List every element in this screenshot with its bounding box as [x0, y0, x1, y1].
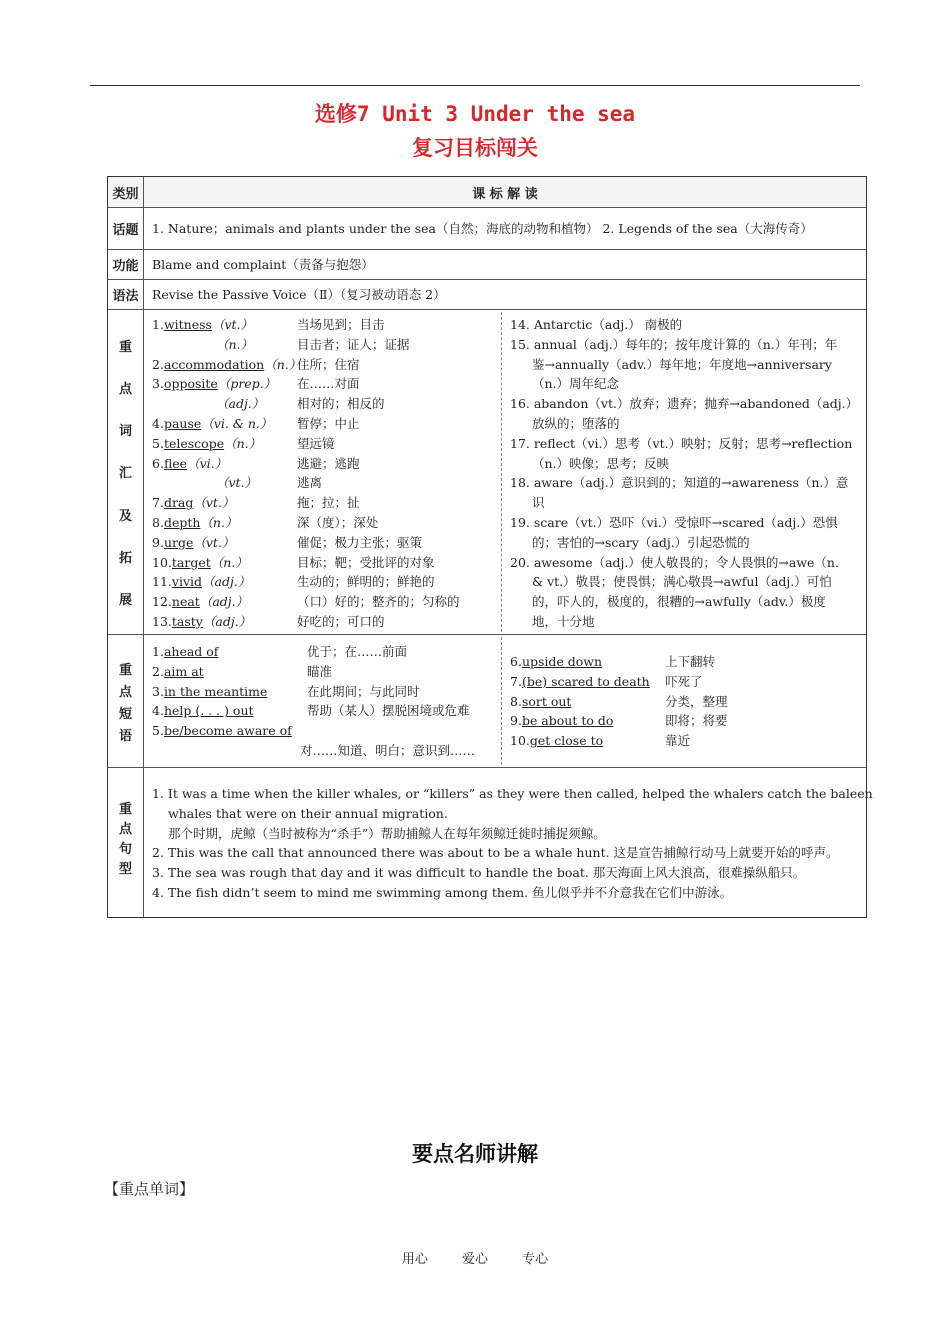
topic-category: 话题 — [108, 208, 144, 249]
vocab-meaning: 目击者；证人；证据 — [297, 336, 410, 352]
phrase-number: 9. — [510, 713, 522, 729]
vocab-category: 重 点 词 汇 及 拓 展 — [108, 310, 144, 634]
vocab-number: 5. — [152, 435, 164, 451]
vocab-term: neat — [171, 594, 200, 610]
section-tag: 【重点单词】 — [104, 1180, 195, 1198]
vocab-meaning: （口）好的；整齐的；匀称的 — [297, 594, 460, 610]
sentences-category: 重 点 句 型 — [108, 768, 144, 917]
topic-text: 1. Nature；animals and plants under the sea（自然；海底的动物和植物） 2. Legends of the sea（大海传奇） — [152, 221, 813, 236]
phrase-text — [510, 652, 602, 672]
grammar-category: 语法 — [108, 280, 144, 309]
grammar-row — [108, 280, 866, 310]
vocab-term: witness — [163, 317, 212, 332]
vocab-item — [152, 493, 492, 513]
phrase-meaning: 上下翻转 — [665, 654, 716, 669]
vocab-number: 1. — [152, 317, 164, 332]
section-title: 要点名师讲解 — [412, 1142, 538, 1166]
vocab-meaning: 逃离 — [297, 475, 323, 491]
vocab-pos: （vt.） — [193, 534, 235, 550]
vocab-meaning: 好吃的；可口的 — [297, 613, 385, 629]
phrase-number: 2. — [152, 663, 164, 679]
column-divider — [501, 312, 502, 632]
phrase-term: aim at — [163, 663, 204, 679]
phrase-text — [152, 701, 254, 721]
phrase-meaning: 即将；将要 — [665, 713, 728, 729]
vocab-item — [152, 513, 492, 533]
vocab-word — [152, 493, 234, 513]
vocab-item — [152, 533, 492, 553]
vocab-meaning: 相对的；相反的 — [297, 396, 385, 412]
vocab-meaning: 住所；住宿 — [297, 356, 360, 372]
topic-row — [108, 208, 866, 250]
phrase-number: 1. — [152, 644, 164, 659]
phrase-number: 4. — [152, 703, 164, 719]
vocab-item: 18. aware（adj.）意识到的；知道的→awareness（n.）意 — [510, 475, 849, 491]
table-header-row — [108, 177, 866, 208]
phrase-term: help (. . . ) out — [163, 703, 254, 719]
vocab-item: 鉴→annually（adv.）每年地；年度地→anniversary — [532, 356, 832, 372]
vocab-pos: （adj.） — [199, 594, 249, 610]
vocab-word — [152, 473, 257, 493]
vocab-item — [152, 355, 492, 375]
vocab-term: pause — [163, 415, 202, 431]
sentence-list — [152, 784, 873, 903]
phrase-number: 5. — [152, 723, 164, 739]
vocab-pos: （adj.） — [216, 396, 265, 412]
phrase-term: sort out — [521, 693, 572, 709]
vocab-item: 20. awesome（adj.）使人敬畏的；令人畏惧的→awe（n. — [510, 554, 839, 570]
vocab-meaning: 暂停；中止 — [297, 415, 360, 431]
vocab-term: opposite — [163, 376, 218, 392]
vocab-pos: （vi. & n.） — [201, 415, 273, 431]
phrase-item — [152, 721, 492, 741]
vocab-item — [152, 592, 492, 612]
vocab-meaning: 逃避；逃跑 — [297, 455, 360, 471]
phrase-text — [152, 721, 292, 741]
vocab-item — [152, 394, 492, 414]
sentence-line: 那个时期，虎鲸（当时被称为“杀手”）帮助捕鲸人在每年须鲸迁徙时捕捉须鲸。 — [168, 825, 606, 841]
vocab-meaning: 拖；拉；扯 — [297, 495, 360, 511]
vocab-item: 放纵的；堕落的 — [532, 415, 620, 431]
vocab-pos: （n.） — [224, 435, 262, 451]
vocab-number: 11. — [152, 574, 172, 590]
vocab-pos: （vt.） — [211, 317, 253, 332]
phrase-term: (be) scared to death — [521, 673, 650, 689]
phrase-term: upside down — [521, 654, 603, 669]
phrase-item — [152, 662, 492, 682]
phrase-term: be about to do — [521, 713, 614, 729]
vocab-word — [152, 513, 237, 533]
vocab-item: （n.）映像；思考；反映 — [532, 455, 670, 471]
vocab-meaning: 目标；靶；受批评的对象 — [297, 554, 435, 570]
phrase-meaning: 分类，整理 — [665, 693, 728, 709]
vocab-term: vivid — [171, 574, 203, 590]
vocab-number: 13. — [152, 613, 172, 629]
vocab-term: depth — [163, 514, 201, 530]
vocab-pos: （adj.） — [202, 613, 252, 629]
phrase-number: 3. — [152, 683, 164, 699]
vocab-meaning: 当场见到；目击 — [297, 317, 385, 332]
vocab-item: 15. annual（adj.）每年的；按年度计算的（n.）年刊；年 — [510, 336, 838, 352]
vocab-item — [152, 454, 492, 474]
vocab-number: 7. — [152, 495, 164, 511]
review-table — [107, 176, 873, 918]
vocab-meaning: 在……对面 — [297, 376, 360, 392]
page-subtitle: 复习目标闯关 — [412, 136, 538, 160]
vocab-term: urge — [163, 534, 194, 550]
sentence-line: whales that were on their annual migration. — [168, 805, 448, 821]
vocab-item: （n.）周年纪念 — [532, 376, 620, 392]
vocab-number: 8. — [152, 514, 164, 530]
vocab-right-list — [510, 315, 858, 632]
vocab-word — [152, 374, 276, 394]
vocab-item: 19. scare（vt.）恐吓（vi.）受惊吓→scared（adj.）恐惧 — [510, 514, 838, 530]
phrases-row — [108, 635, 866, 768]
vocab-pos: （vt.） — [193, 495, 235, 511]
vocab-term: accommodation — [163, 356, 265, 372]
vocab-pos: （adj.） — [202, 574, 251, 590]
vocab-item: 的，吓人的，极度的，很糟的→awfully（adv.）极度 — [532, 594, 826, 610]
phrase-item — [152, 701, 492, 721]
phrase-text — [510, 692, 571, 712]
vocab-word — [152, 394, 264, 414]
vocab-term: flee — [163, 455, 188, 471]
phrase-text — [510, 672, 650, 692]
vocab-item — [152, 414, 492, 434]
vocab-pos: （n.） — [210, 554, 248, 570]
phrase-item — [152, 682, 492, 702]
vocab-number: 9. — [152, 534, 164, 550]
phrase-item — [152, 642, 492, 662]
vocab-term: telescope — [163, 435, 225, 451]
phrase-text — [152, 662, 204, 682]
phrase-term: in the meantime — [163, 683, 268, 699]
vocab-word — [152, 612, 251, 632]
sentence-line: 1. It was a time when the killer whales, or “killers” as they were then called, helped the whalers catch the baleen — [152, 786, 873, 801]
column-divider — [501, 637, 502, 765]
vocab-item: 14. Antarctic（adj.） 南极的 — [510, 317, 683, 332]
vocab-meaning: 生动的；鲜明的；鲜艳的 — [297, 574, 435, 590]
phrase-term: get close to — [529, 733, 604, 749]
vocab-pos: （n.） — [264, 356, 302, 372]
phrase-meaning: 瞄准 — [307, 663, 333, 679]
vocab-pos: （vt.） — [216, 475, 258, 491]
vocab-number: 4. — [152, 415, 164, 431]
phrase-term: ahead of — [163, 644, 219, 659]
vocab-number: 3. — [152, 376, 164, 392]
phrase-item — [152, 741, 492, 761]
sentence-line: 2. This was the call that announced there was about to be a whale hunt. 这是宣告捕鲸行动马上就要开始的呼声。 — [152, 845, 839, 861]
vocab-word — [152, 434, 261, 454]
vocab-meaning: 催促；极力主张；驱策 — [297, 534, 423, 550]
phrase-text — [152, 682, 267, 702]
phrases-left-list — [152, 642, 492, 761]
vocab-number: 12. — [152, 594, 172, 610]
phrase-number: 10. — [510, 733, 530, 749]
vocab-item — [152, 473, 492, 493]
phrase-meaning: 对……知道、明白；意识到…… — [300, 742, 476, 758]
vocab-word — [152, 355, 301, 375]
vocab-word — [152, 315, 253, 335]
phrase-meaning: 靠近 — [665, 733, 691, 749]
vocab-item: 17. reflect（vi.）思考（vt.）映射；反射；思考→reflection — [510, 435, 853, 451]
vocab-term: tasty — [171, 613, 203, 629]
vocab-pos: （n.） — [216, 336, 254, 352]
grammar-text: Revise the Passive Voice（Ⅱ）（复习被动语态 2） — [152, 287, 446, 302]
phrase-number: 8. — [510, 693, 522, 709]
vocab-term: target — [171, 554, 211, 570]
function-category: 功能 — [108, 250, 144, 279]
vocab-meaning: 深（度）；深处 — [297, 514, 379, 530]
phrase-meaning: 在此期间；与此同时 — [307, 683, 420, 699]
phrase-number: 6. — [510, 654, 522, 669]
vocab-item — [152, 553, 492, 573]
vocab-number: 2. — [152, 356, 164, 372]
phrase-term: be/become aware of — [163, 723, 292, 739]
vocab-term: drag — [163, 495, 194, 511]
sentence-line: 4. The fish didn’t seem to mind me swimming among them. 鱼儿似乎并不介意我在它们中游泳。 — [152, 884, 733, 900]
phrase-text — [510, 731, 603, 751]
function-row — [108, 250, 866, 280]
vocab-word — [152, 414, 272, 434]
vocab-word — [152, 572, 250, 592]
sentences-row — [108, 768, 873, 917]
vocab-item: 16. abandon（vt.）放弃；遗弃；抛弃→abandoned（adj.） — [510, 396, 859, 412]
header-content: 课 标 解 读 — [472, 186, 538, 202]
phrase-text — [152, 642, 218, 662]
vocab-pos: （n.） — [200, 514, 238, 530]
vocab-item: 识 — [532, 495, 545, 511]
header-category: 类别 — [108, 177, 144, 207]
vocab-word — [152, 533, 234, 553]
phrase-number: 7. — [510, 673, 522, 689]
phrase-text — [510, 711, 613, 731]
top-rule — [90, 85, 860, 86]
page-footer: 用心 爱心 专心 — [401, 1252, 549, 1267]
sentence-line: 3. The sea was rough that day and it was difficult to handle the boat. 那天海面上风大浪高，很难操纵船只。 — [152, 865, 806, 881]
phrase-meaning: 帮助（某人）摆脱困境或危难 — [307, 703, 470, 719]
vocab-word — [152, 553, 248, 573]
vocab-pos: （vi.） — [187, 455, 228, 471]
vocab-word — [152, 592, 248, 612]
vocab-item — [152, 612, 492, 632]
vocab-item — [152, 315, 492, 335]
vocab-item — [152, 374, 492, 394]
vocab-item: 地，十分地 — [532, 613, 595, 629]
vocab-word — [152, 454, 227, 474]
page-title: 选修7 Unit 3 Under the sea — [314, 102, 636, 126]
phrase-meaning: 吓死了 — [665, 673, 703, 689]
vocab-meaning: 望远镜 — [297, 435, 335, 451]
vocab-row — [108, 310, 866, 635]
vocab-number: 6. — [152, 455, 164, 471]
vocab-item — [152, 572, 492, 592]
vocab-pos: （prep.） — [217, 376, 277, 392]
phrases-category: 重 点 短 语 — [108, 635, 144, 767]
vocab-word — [152, 335, 253, 355]
phrase-meaning: 优于；在……前面 — [307, 644, 408, 659]
vocab-item — [152, 434, 492, 454]
vocab-item — [152, 335, 492, 355]
vocab-left-list — [152, 315, 492, 632]
vocab-number: 10. — [152, 554, 172, 570]
function-text: Blame and complaint（责备与抱怨） — [152, 257, 374, 272]
vocab-item: 的；害怕的→scary（adj.）引起恐慌的 — [532, 534, 750, 550]
vocab-item: & vt.）敬畏；使畏惧；满心敬畏→awful（adj.）可怕 — [532, 574, 832, 590]
